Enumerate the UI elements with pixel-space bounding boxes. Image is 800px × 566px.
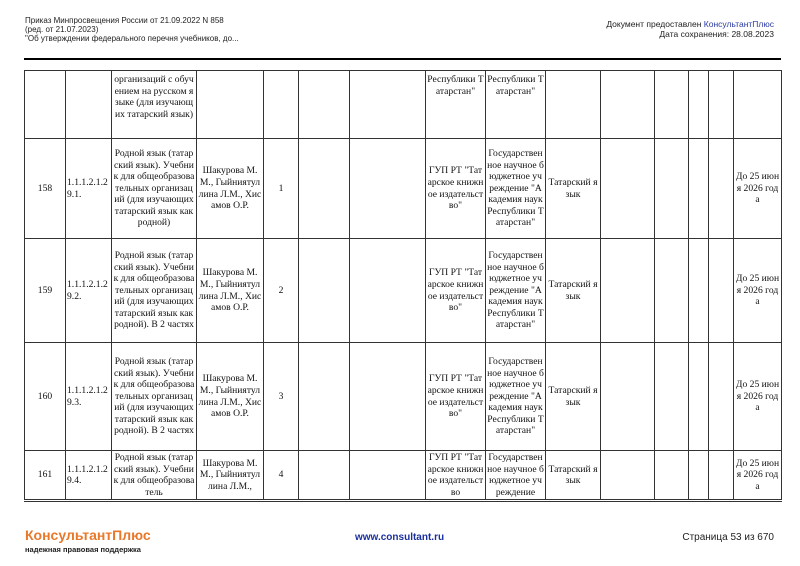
cell-code: 1.1.1.2.1.29.2. xyxy=(66,239,112,343)
cell-org: Государственное научное бюджетное учреждение "Академия наук Республики Татарстан" xyxy=(486,343,546,451)
provided-text: Документ предоставлен xyxy=(606,19,704,29)
cell-authors: Шакурова М.М., Гыйниятуллина Л.М., Хисамов О.Р. xyxy=(197,139,264,239)
cell-code: 1.1.1.2.1.29.3. xyxy=(66,343,112,451)
cell-empty xyxy=(709,139,734,239)
brand-link[interactable]: КонсультантПлюс xyxy=(703,19,774,29)
cell-empty xyxy=(655,343,689,451)
cell-empty xyxy=(299,343,350,451)
cell-grade: 2 xyxy=(264,239,299,343)
cell-empty xyxy=(655,139,689,239)
cell-empty xyxy=(350,343,426,451)
consultant-logo: КонсультантПлюс xyxy=(25,527,151,543)
cell-language: Татарский язык xyxy=(546,343,601,451)
cell-empty xyxy=(689,343,709,451)
cell-title: организаций с обучением на русском языке (для изучающих татарский язык) xyxy=(112,71,197,139)
save-date: Дата сохранения: 28.08.2023 xyxy=(659,29,774,39)
header-line: "Об утверждении федерального перечня учебников, до... xyxy=(25,34,239,43)
cell-number: 161 xyxy=(25,451,66,501)
cell-language: Татарский язык xyxy=(546,451,601,501)
cell-empty xyxy=(350,239,426,343)
table-row xyxy=(25,343,782,451)
document-header-left xyxy=(25,16,239,43)
cell-empty xyxy=(601,343,655,451)
cell-number: 159 xyxy=(25,239,66,343)
cell-empty xyxy=(689,451,709,501)
page-number: Страница 53 из 670 xyxy=(682,532,774,543)
cell-org: Государственное научное бюджетное учреждение "Академия наук Республики Татарстан" xyxy=(486,239,546,343)
header-divider xyxy=(24,58,781,60)
textbook-table xyxy=(24,70,782,502)
footer-logo xyxy=(25,527,151,554)
cell-number: 158 xyxy=(25,139,66,239)
cell-empty xyxy=(655,239,689,343)
cell-code: 1.1.1.2.1.29.1. xyxy=(66,139,112,239)
cell-publisher: ГУП РТ "Татарское книжное издательство" xyxy=(426,139,486,239)
cell-publisher: Республики Татарстан" xyxy=(426,71,486,139)
cell-grade: 1 xyxy=(264,139,299,239)
cell-empty xyxy=(601,139,655,239)
header-line: (ред. от 21.07.2023) xyxy=(25,25,99,34)
cell-org: Государственное научное бюджетное учреждение xyxy=(486,451,546,501)
cell-title: Родной язык (татарский язык). Учебник для общеобразовательных организаций (для изучающих татарский язык как родной). В 2 частях xyxy=(112,343,197,451)
cell-empty xyxy=(299,239,350,343)
cell-empty xyxy=(655,451,689,501)
cell-authors: Шакурова М.М., Гыйниятуллина Л.М., xyxy=(197,451,264,501)
cell-org: Государственное научное бюджетное учреждение "Академия наук Республики Татарстан" xyxy=(486,139,546,239)
cell-publisher: ГУП РТ "Татарское книжное издательство" xyxy=(426,239,486,343)
cell-authors: Шакурова М.М., Гыйниятуллина Л.М., Хисамов О.Р. xyxy=(197,343,264,451)
footer-url-link[interactable]: www.consultant.ru xyxy=(355,532,445,543)
cell-empty xyxy=(689,239,709,343)
cell-code: 1.1.1.2.1.29.4. xyxy=(66,451,112,501)
cell-grade: 4 xyxy=(264,451,299,501)
logo-tagline: надежная правовая поддержка xyxy=(25,545,141,554)
cell-empty xyxy=(689,139,709,239)
cell-publisher: ГУП РТ "Татарское книжное издательство xyxy=(426,451,486,501)
cell-deadline: До 25 июня 2026 года xyxy=(734,451,782,501)
cell-empty xyxy=(601,239,655,343)
cell-publisher: ГУП РТ "Татарское книжное издательство" xyxy=(426,343,486,451)
cell-empty xyxy=(709,343,734,451)
table-row xyxy=(25,139,782,239)
table-row xyxy=(25,451,782,501)
cell-empty xyxy=(709,451,734,501)
cell-org: Республики Татарстан" xyxy=(486,71,546,139)
table-row xyxy=(25,239,782,343)
cell-empty xyxy=(709,239,734,343)
cell-title: Родной язык (татарский язык). Учебник для общеобразователь xyxy=(112,451,197,501)
table-row-continuation xyxy=(25,71,782,139)
cell-number: 160 xyxy=(25,343,66,451)
cell-deadline: До 25 июня 2026 года xyxy=(734,139,782,239)
cell-empty xyxy=(299,451,350,501)
cell-title: Родной язык (татарский язык). Учебник для общеобразовательных организаций (для изучающих татарский язык как родной). В 2 частях xyxy=(112,239,197,343)
header-line: Приказ Минпросвещения России от 21.09.2022 N 858 xyxy=(25,16,224,25)
document-header-right xyxy=(606,19,774,39)
cell-grade: 3 xyxy=(264,343,299,451)
cell-empty xyxy=(601,451,655,501)
cell-title: Родной язык (татарский язык). Учебник для общеобразовательных организаций (для изучающих татарский язык как родной) xyxy=(112,139,197,239)
cell-language: Татарский язык xyxy=(546,139,601,239)
cell-deadline: До 25 июня 2026 года xyxy=(734,343,782,451)
cell-language: Татарский язык xyxy=(546,239,601,343)
cell-empty xyxy=(350,451,426,501)
cell-empty xyxy=(350,139,426,239)
cell-deadline: До 25 июня 2026 года xyxy=(734,239,782,343)
cell-empty xyxy=(299,139,350,239)
cell-authors: Шакурова М.М., Гыйниятуллина Л.М., Хисамов О.Р. xyxy=(197,239,264,343)
